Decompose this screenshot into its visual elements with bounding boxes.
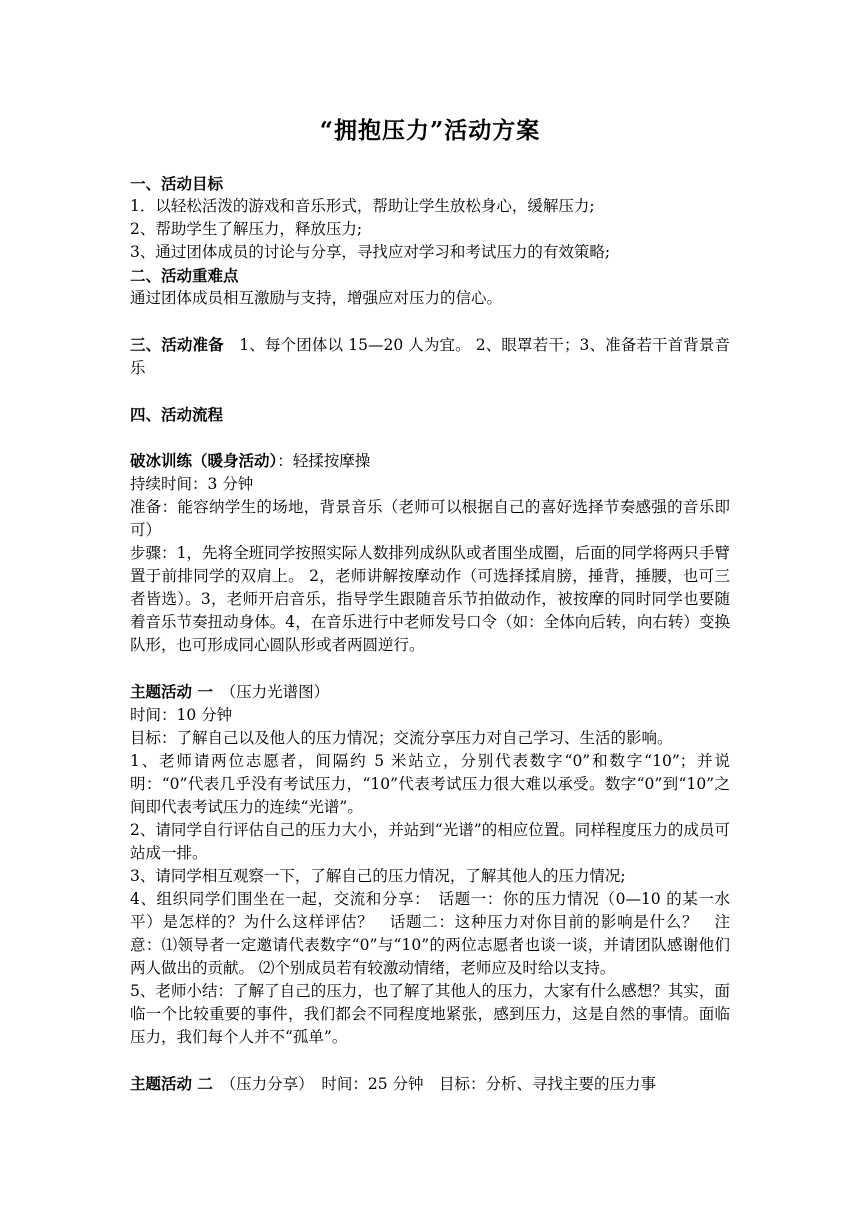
section-heading-preparation: 三、活动准备 — [130, 335, 224, 354]
icebreak-steps: 步骤：1，先将全班同学按照实际人数排列成纵队或者围坐成圈，后面的同学将两只手臂置于前排同学的双肩上。 2，老师讲解按摩动作（可选择揉肩膀，捶背，捶腰，也可三者皆选）。3，老师开启音乐，指导学生跟随音乐节拍做动作，被按摩的同时同学也要随着音乐节奏扭动身体。4，在音乐进行中老师发号口令（如：全体向后转，向右转）变换队形，也可形成同心圆队形或者两圆逆行。 — [130, 544, 730, 654]
icebreak-heading-line — [130, 449, 730, 473]
icebreak-duration: 持续时间：3 分钟 — [130, 475, 254, 493]
key-points-text: 通过团体成员相互激励与支持，增强应对压力的信心。 — [130, 289, 503, 307]
theme2-heading: 主题活动 二 — [130, 1074, 213, 1093]
preparation-text: 1、每个团体以 15—20 人为宜。 2、眼罩若干；3、准备若干首背景音乐 — [130, 336, 730, 377]
icebreak-name: ：轻揉按摩操 — [277, 452, 371, 470]
theme1-paragraph-2: 2、请同学自行评估自己的压力大小，并站到“光谱”的相应位置。同样程度压力的成员可站成一排。 — [130, 821, 730, 862]
goal-item-3: 3、通过团体成员的讨论与分享，寻找应对学习和考试压力的有效策略; — [130, 243, 611, 261]
theme2-text: （压力分享） 时间：25 分钟 目标：分析、寻找主要的压力事 — [212, 1075, 657, 1093]
theme1-paragraph-3: 3、请同学相互观察一下，了解自己的压力情况，了解其他人的压力情况; — [130, 867, 626, 885]
icebreak-heading: 破冰训练（暖身活动） — [130, 451, 278, 470]
theme1-subtitle: （压力光谱图） — [212, 683, 330, 701]
theme1-heading-line — [130, 680, 730, 704]
theme1-time: 时间：10 分钟 — [130, 706, 233, 724]
theme1-goal: 目标：了解自己以及他人的压力情况；交流分享压力对自己学习、生活的影响。 — [130, 729, 673, 747]
theme1-paragraph-4: 4、组织同学们围坐在一起，交流和分享： 话题一：你的压力情况（0—10 的某一水平）是怎样的？为什么这样评估？ 话题二：这种压力对你目前的影响是什么？ 注意：⑴领导者一定邀请代表数字“0”与“10”的两位志愿者也谈一谈，并请团队感谢他们两人做出的贡献。 ⑵个别成员若有较激动情绪，老师应及时给以支持。 — [130, 890, 730, 977]
section-heading-goals: 一、活动目标 — [130, 174, 224, 193]
theme1-paragraph-1: 1、老师请两位志愿者，间隔约 5 米站立，分别代表数字“0”和数字“10”；并说明：“0”代表几乎没有考试压力，“10”代表考试压力很大难以承受。数字“0”到“10”之间即代表考试压力的连续“光谱”。 — [130, 752, 730, 816]
goal-item-1: 1．以轻松活泼的游戏和音乐形式，帮助让学生放松身心，缓解压力; — [130, 197, 595, 215]
document-body — [130, 172, 730, 1096]
theme1-heading: 主题活动 一 — [130, 682, 213, 701]
document-title: “拥抱压力”活动方案 — [319, 117, 541, 144]
theme1-paragraph-5: 5、老师小结：了解了自己的压力，也了解了其他人的压力，大家有什么感想？其实，面临一个比较重要的事件，我们都会不同程度地紧张，感到压力，这是自然的事情。面临压力，我们每个人并不“孤单”。 — [130, 982, 730, 1046]
goal-item-2: 2、帮助学生了解压力，释放压力; — [130, 220, 363, 238]
section-heading-process: 四、活动流程 — [130, 405, 224, 424]
section-heading-key-points: 二、活动重难点 — [130, 266, 239, 285]
preparation-paragraph — [130, 333, 730, 380]
theme2-line — [130, 1072, 730, 1096]
icebreak-preparation: 准备：能容纳学生的场地，背景音乐（老师可以根据自己的喜好选择节奏感强的音乐即可） — [130, 498, 730, 539]
